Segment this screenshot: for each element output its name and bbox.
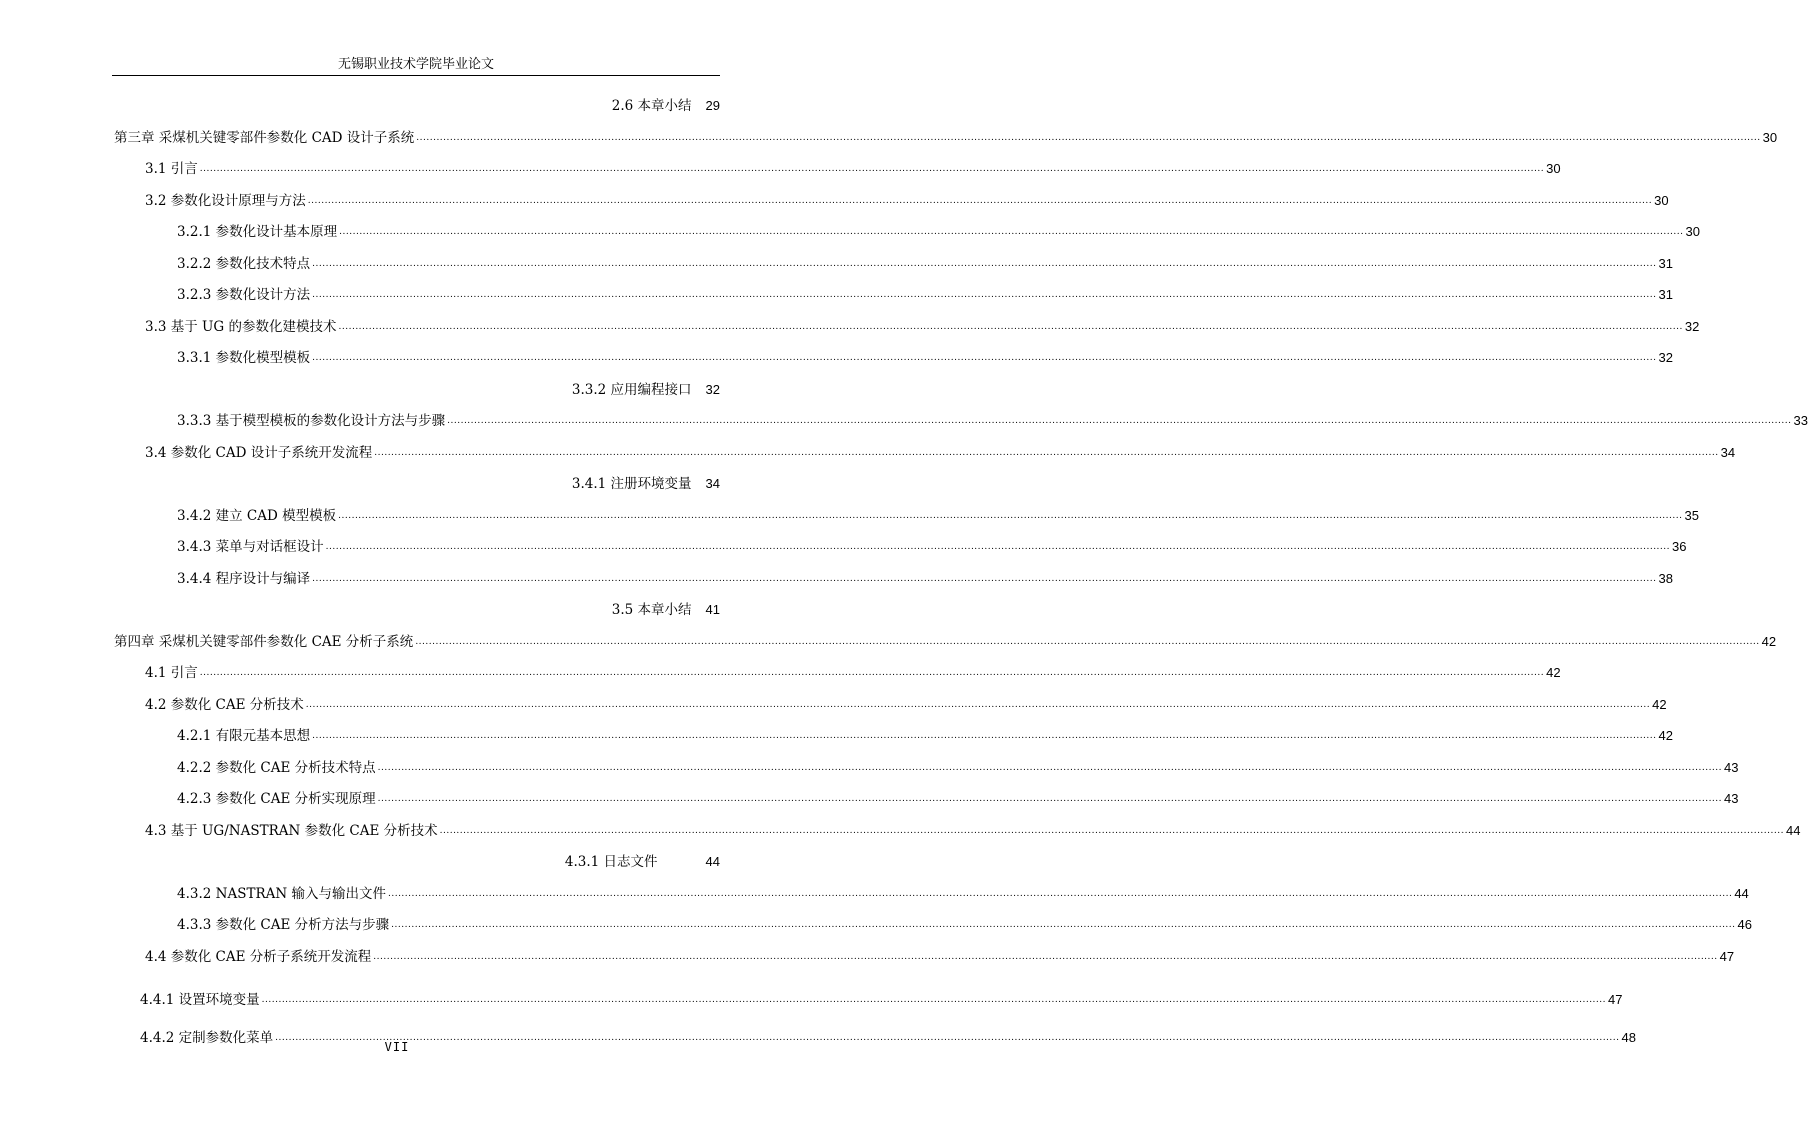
toc-entry-page: 35 — [1684, 507, 1699, 523]
toc-entry[interactable] — [177, 536, 1687, 556]
toc-entry[interactable] — [300, 473, 720, 493]
toc-entry-label: 3.5 本章小结 — [611, 602, 692, 618]
toc-entry-page: 42 — [1546, 665, 1561, 680]
toc-entry[interactable] — [300, 851, 720, 871]
toc-entry-page: 43 — [1724, 759, 1739, 775]
toc-leader-dots: ................................................................................................................................................................................................................................................................................................................................................................................................................ — [373, 951, 1718, 962]
toc-entry-label: 3.3.2 应用编程接口 — [571, 381, 692, 398]
toc-entry-label: 3.2 参数化设计原理与方法 — [145, 192, 306, 209]
toc-entry-label: 4.4.1 设置环境变量 — [140, 992, 260, 1008]
toc-entry[interactable] — [114, 631, 1777, 651]
toc-leader-dots: ................................................................................................................................................................................................................................................................................................................................................................................................................ — [307, 195, 1653, 206]
toc-entry[interactable] — [140, 989, 1623, 1009]
toc-entry-label: 3.4.1 注册环境变量 — [571, 476, 692, 492]
toc-leader-dots: ................................................................................................................................................................................................................................................................................................................................................................................................................ — [374, 447, 1719, 458]
toc-entry[interactable] — [145, 442, 1736, 462]
toc-entry-label: 3.4.3 菜单与对话框设计 — [177, 539, 324, 555]
toc-entry-label: 3.2.1 参数化设计基本原理 — [177, 224, 338, 240]
toc-entry-page: 34 — [1720, 444, 1736, 460]
toc-leader-dots: ................................................................................................................................................................................................................................................................................................................................................................................................................ — [312, 573, 1657, 584]
toc-leader-dots: ................................................................................................................................................................................................................................................................................................................................................................................................................ — [275, 1032, 1620, 1043]
toc-entry[interactable] — [177, 788, 1739, 808]
toc-entry[interactable] — [114, 127, 1778, 147]
toc-entry[interactable] — [145, 662, 1561, 682]
toc-leader-dots: ................................................................................................................................................................................................................................................................................................................................................................................................................ — [338, 321, 1683, 332]
toc-entry-page: 31 — [1658, 255, 1673, 271]
toc-entry-page: 44 — [1734, 885, 1749, 901]
toc-entry-label: 3.3.1 参数化模型模板 — [177, 350, 311, 366]
toc-entry[interactable] — [177, 284, 1673, 304]
toc-entry[interactable] — [145, 820, 1801, 840]
toc-entry-label: 4.2.2 参数化 CAE 分析技术特点 — [177, 759, 376, 776]
toc-leader-dots: ................................................................................................................................................................................................................................................................................................................................................................................................................ — [199, 668, 1545, 678]
page-header: 无锡职业技术学院毕业论文 — [337, 57, 494, 72]
toc-entry-label: 3.1 引言 — [145, 161, 198, 177]
toc-entry[interactable] — [177, 914, 1752, 934]
toc-entry-page: 38 — [1658, 570, 1673, 586]
toc-entry-page: 32 — [705, 381, 720, 397]
toc-entry-label: 4.2.1 有限元基本思想 — [177, 728, 311, 744]
toc-entry[interactable] — [300, 599, 720, 619]
toc-entry-label: 2.6 本章小结 — [611, 98, 692, 114]
toc-entry[interactable] — [145, 694, 1667, 714]
toc-entry-page: 44 — [705, 854, 720, 869]
toc-leader-dots: ................................................................................................................................................................................................................................................................................................................................................................................................................ — [416, 132, 1761, 143]
toc-entry[interactable] — [177, 883, 1749, 903]
toc-leader-dots: ................................................................................................................................................................................................................................................................................................................................................................................................................ — [338, 510, 1683, 521]
toc-leader-dots: ................................................................................................................................................................................................................................................................................................................................................................................................................ — [415, 636, 1760, 647]
toc-leader-dots: ................................................................................................................................................................................................................................................................................................................................................................................................................ — [312, 290, 1657, 300]
toc-leader-dots: ................................................................................................................................................................................................................................................................................................................................................................................................................ — [339, 227, 1684, 237]
toc-entry-page: 36 — [1672, 539, 1687, 554]
toc-leader-dots: ................................................................................................................................................................................................................................................................................................................................................................................................................ — [387, 888, 1733, 899]
toc-entry-page: 43 — [1724, 791, 1739, 806]
toc-entry-page: 33 — [1793, 413, 1808, 428]
toc-entry[interactable] — [177, 757, 1739, 777]
toc-entry-page: 32 — [1658, 350, 1673, 365]
toc-entry-label: 4.1 引言 — [145, 665, 198, 681]
toc-entry-label: 4.2 参数化 CAE 分析技术 — [145, 696, 304, 713]
toc-entry-label: 3.4 参数化 CAD 设计子系统开发流程 — [145, 444, 373, 461]
toc-entry-label: 4.4.2 定制参数化菜单 — [140, 1029, 274, 1046]
toc-entry[interactable] — [145, 946, 1735, 966]
toc-entry-label: 3.4.4 程序设计与编译 — [177, 570, 311, 587]
toc-entry-page: 34 — [705, 476, 720, 491]
toc-entry[interactable] — [177, 410, 1808, 430]
toc-entry-page: 42 — [1652, 696, 1667, 712]
toc-entry-label: 4.3.2 NASTRAN 输入与输出文件 — [177, 885, 386, 902]
toc-entry-label: 4.3 基于 UG/NASTRAN 参数化 CAE 分析技术 — [145, 822, 438, 839]
toc-entry-label: 3.3 基于 UG 的参数化建模技术 — [145, 318, 337, 335]
toc-leader-dots: ................................................................................................................................................................................................................................................................................................................................................................................................................ — [377, 762, 1723, 773]
toc-entry-page: 48 — [1621, 1029, 1636, 1045]
toc-entry-page: 47 — [1608, 992, 1623, 1007]
toc-leader-dots: ................................................................................................................................................................................................................................................................................................................................................................................................................ — [439, 825, 1784, 836]
toc-leader-dots: ................................................................................................................................................................................................................................................................................................................................................................................................................ — [199, 164, 1545, 174]
toc-entry-page: 30 — [1546, 161, 1561, 176]
page-number-footer: VII — [384, 1040, 410, 1054]
toc-entry[interactable] — [300, 95, 720, 115]
toc-entry-page: 31 — [1658, 287, 1673, 302]
toc-entry-page: 30 — [1762, 129, 1778, 145]
toc-entry-page: 42 — [1658, 728, 1673, 743]
toc-leader-dots: ................................................................................................................................................................................................................................................................................................................................................................................................................ — [312, 353, 1657, 363]
toc-entry-label: 3.3.3 基于模型模板的参数化设计方法与步骤 — [177, 413, 446, 429]
toc-entry-page: 32 — [1684, 318, 1700, 334]
toc-entry-page: 30 — [1654, 192, 1669, 208]
toc-entry[interactable] — [177, 505, 1699, 525]
toc-entry-label: 4.4 参数化 CAE 分析子系统开发流程 — [145, 948, 372, 965]
toc-entry[interactable] — [145, 316, 1700, 336]
toc-leader-dots: ................................................................................................................................................................................................................................................................................................................................................................................................................ — [261, 995, 1606, 1005]
toc-entry-page: 47 — [1719, 948, 1735, 964]
toc-entry[interactable] — [177, 221, 1700, 241]
toc-leader-dots: ................................................................................................................................................................................................................................................................................................................................................................................................................ — [391, 920, 1736, 930]
toc-entry[interactable] — [145, 158, 1561, 178]
toc-entry-page: 41 — [705, 602, 720, 617]
toc-entry[interactable] — [177, 253, 1673, 273]
toc-entry-page: 30 — [1685, 224, 1700, 239]
toc-entry[interactable] — [145, 190, 1669, 210]
toc-leader-dots: ................................................................................................................................................................................................................................................................................................................................................................................................................ — [325, 542, 1670, 552]
toc-leader-dots: ................................................................................................................................................................................................................................................................................................................................................................................................................ — [312, 731, 1657, 741]
toc-entry-label: 第三章 采煤机关键零部件参数化 CAD 设计子系统 — [114, 129, 415, 146]
toc-entry-label: 4.2.3 参数化 CAE 分析实现原理 — [177, 791, 376, 807]
toc-entry-page: 44 — [1785, 822, 1801, 838]
toc-entry-label: 4.3.1 日志文件 — [564, 854, 658, 870]
toc-entry-label: 3.4.2 建立 CAD 模型模板 — [177, 507, 337, 524]
toc-entry-page: 46 — [1737, 917, 1752, 932]
toc-entry[interactable] — [177, 347, 1673, 367]
toc-leader-dots: ................................................................................................................................................................................................................................................................................................................................................................................................................ — [305, 699, 1651, 710]
header-rule — [112, 75, 720, 76]
toc-entry-page: 29 — [705, 98, 720, 113]
toc-entry-page: 42 — [1761, 633, 1777, 649]
toc-entry[interactable] — [177, 568, 1673, 588]
toc-entry-label: 3.2.2 参数化技术特点 — [177, 255, 311, 272]
toc-leader-dots: ................................................................................................................................................................................................................................................................................................................................................................................................................ — [447, 416, 1792, 426]
toc-entry[interactable] — [177, 725, 1673, 745]
toc-entry[interactable] — [300, 379, 720, 399]
toc-leader-dots: ................................................................................................................................................................................................................................................................................................................................................................................................................ — [312, 258, 1657, 269]
toc-entry-label: 4.3.3 参数化 CAE 分析方法与步骤 — [177, 917, 390, 933]
toc-entry-label: 第四章 采煤机关键零部件参数化 CAE 分析子系统 — [114, 633, 414, 650]
toc-entry-label: 3.2.3 参数化设计方法 — [177, 287, 311, 303]
toc-leader-dots: ................................................................................................................................................................................................................................................................................................................................................................................................................ — [377, 794, 1723, 804]
